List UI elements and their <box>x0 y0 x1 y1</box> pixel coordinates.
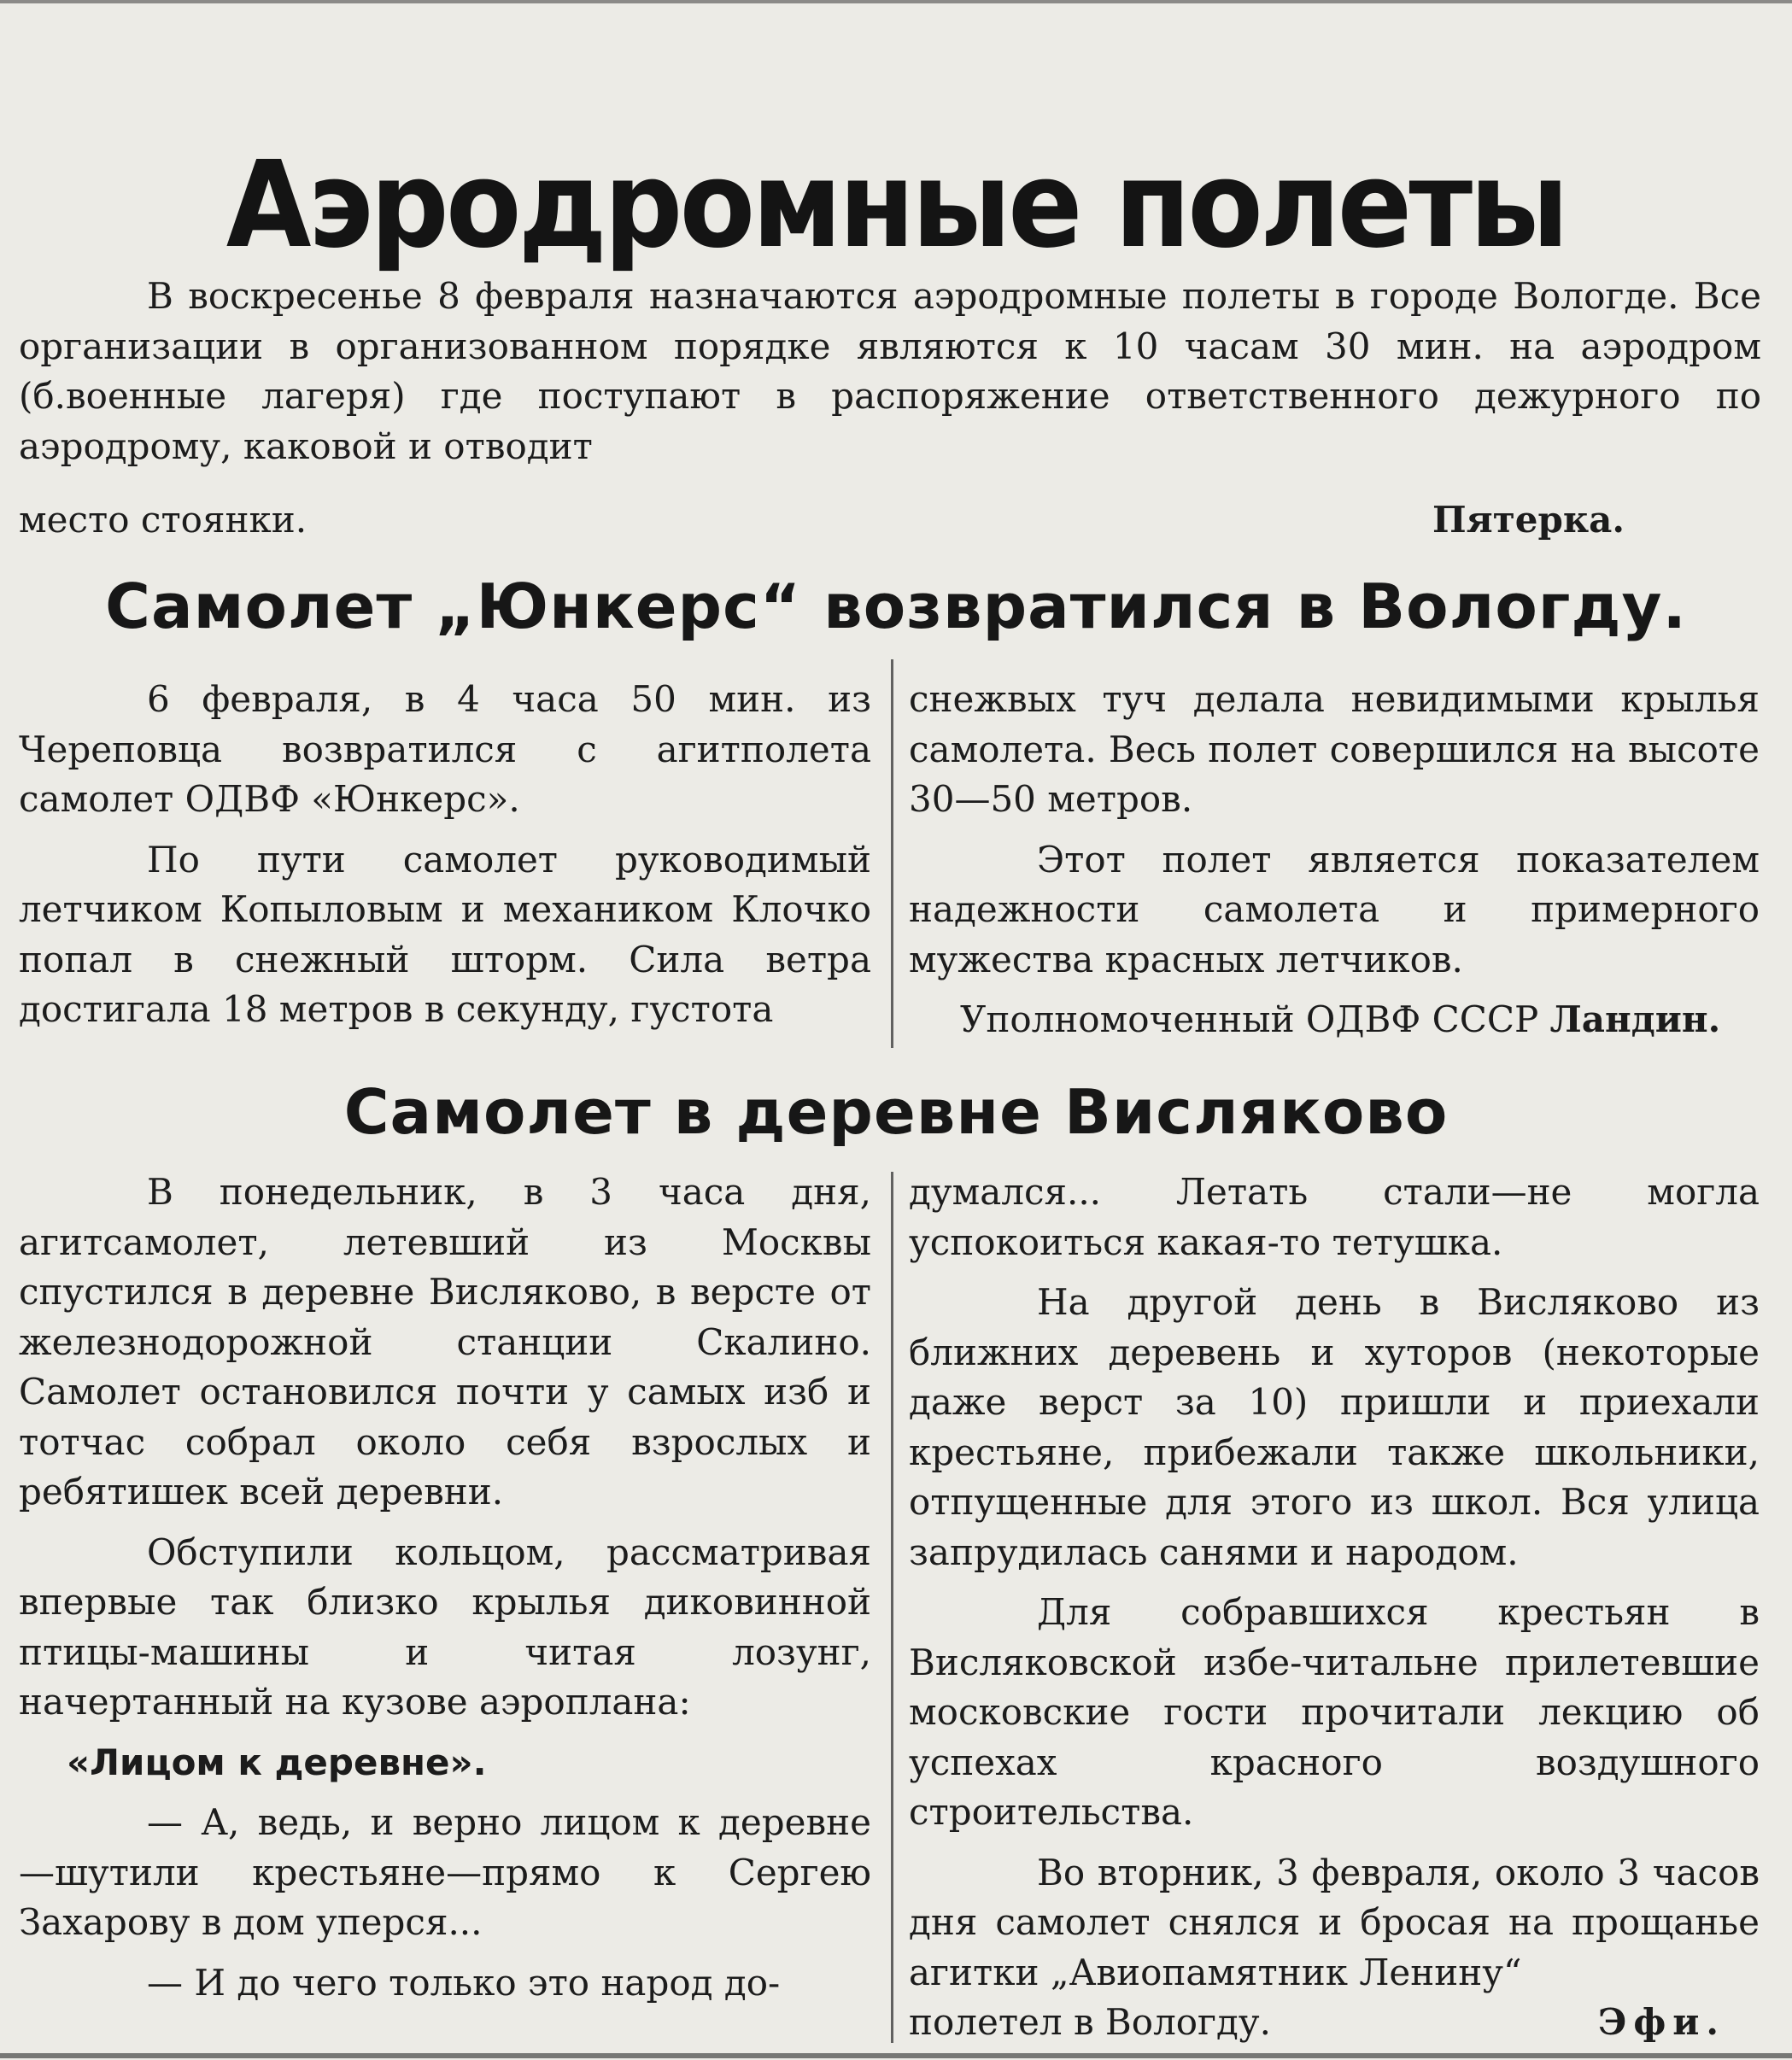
final-line-text: полетел в Вологду. <box>909 2001 1271 2043</box>
headline: Аэродромные полеты <box>225 135 1567 275</box>
paragraph: 6 февраля, в 4 часа 50 мин. из Череповца возвратился с агитполета самолет ОДВФ «Юнкерс». <box>19 678 871 820</box>
byline-title: Уполномоченный ОДВФ СССР <box>960 998 1550 1040</box>
article-village-left-column <box>19 1168 871 2018</box>
paragraph: В понедельник, в 3 часа дня, агитсамолет, летевший из Москвы спустился в деревне Висляково, в версте от железнодорожной станции Скалино. Самолет остановился почти у самых изб и тотчас собрал около себя взрослых и ребятишек всей деревни. <box>19 1171 871 1513</box>
column-divider <box>891 1172 893 2043</box>
article-junkers-right-column <box>909 675 1760 1045</box>
paragraph: — И до чего только это народ до- <box>147 1961 781 2004</box>
intro-signature: Пятерка. <box>1432 499 1625 541</box>
top-rule <box>0 0 1792 3</box>
article-village-right-column <box>909 1168 1760 2048</box>
article-village-closing <box>909 1998 1760 2048</box>
paragraph: Обступили кольцом, рассматривая впервые так близко крылья диковинной птицы-машины и читая лозунг, начертанный на кузове аэроплана: <box>19 1530 871 1723</box>
column-divider <box>891 659 893 1048</box>
intro-text: В воскресенье 8 февраля назначаются аэродромные полеты в городе Вологде. Все организации в организованном порядке являются к 10 часам 30 мин. на аэродром (б.военные лагеря) где поступают в распоряжение ответственного дежурного по аэродрому, каковой и отводит <box>19 275 1761 467</box>
paragraph: На другой день в Висляково из ближних деревень и хуторов (некоторые даже верст за 10) пришли и приехали крестьяне, прибежали также школьники, отпущенные для этого из школ. Вся улица запрудилась санями и народом. <box>909 1281 1760 1573</box>
intro-closing <box>19 495 1625 547</box>
article-village-signature: Эфи. <box>1597 2001 1725 2043</box>
paragraph: Этот полет является показателем надежности самолета и примерного мужества красных летчиков. <box>909 838 1760 980</box>
paragraph: думался... Летать стали—не могла успокоиться какая-то тетушка. <box>909 1171 1760 1263</box>
byline-name: Ландин. <box>1549 998 1721 1040</box>
paragraph: — А, ведь, и верно лицом к деревне —шутили крестьяне—прямо к Сергею Захарову в дом уперся... <box>19 1801 871 1943</box>
paragraph: По пути самолет руководимый летчиком Копыловым и механиком Клочко попал в снежный шторм. Сила ветра достигала 18 метров в секунду, густота <box>19 838 871 1030</box>
intro-last-line: место стоянки. <box>19 499 307 541</box>
article-junkers-title: Самолет „Юнкерс“ возвратился в Вологду. <box>105 571 1687 642</box>
slogan: «Лицом к деревне». <box>67 1741 487 1783</box>
article-junkers-left-column <box>19 675 871 1045</box>
article-village-title: Самолет в деревне Висляково <box>343 1076 1449 1148</box>
paragraph: снежвых туч делала невидимыми крылья самолета. Весь полет совершился на высоте 30—50 метров. <box>909 678 1760 820</box>
article-junkers-byline <box>909 995 1760 1045</box>
paragraph: Во вторник, 3 февраля, около 3 часов дня самолет снялся и бросая на прощанье агитки „Авиопамятник Ленину“ <box>909 1851 1760 1993</box>
bottom-rule <box>0 2053 1792 2058</box>
intro-article <box>19 272 1761 471</box>
paragraph: Для собравшихся крестьян в Висляковской избе-читальне прилетевшие московские гости прочитали лекцию об успехах красного воздушного строительства. <box>909 1591 1760 1833</box>
